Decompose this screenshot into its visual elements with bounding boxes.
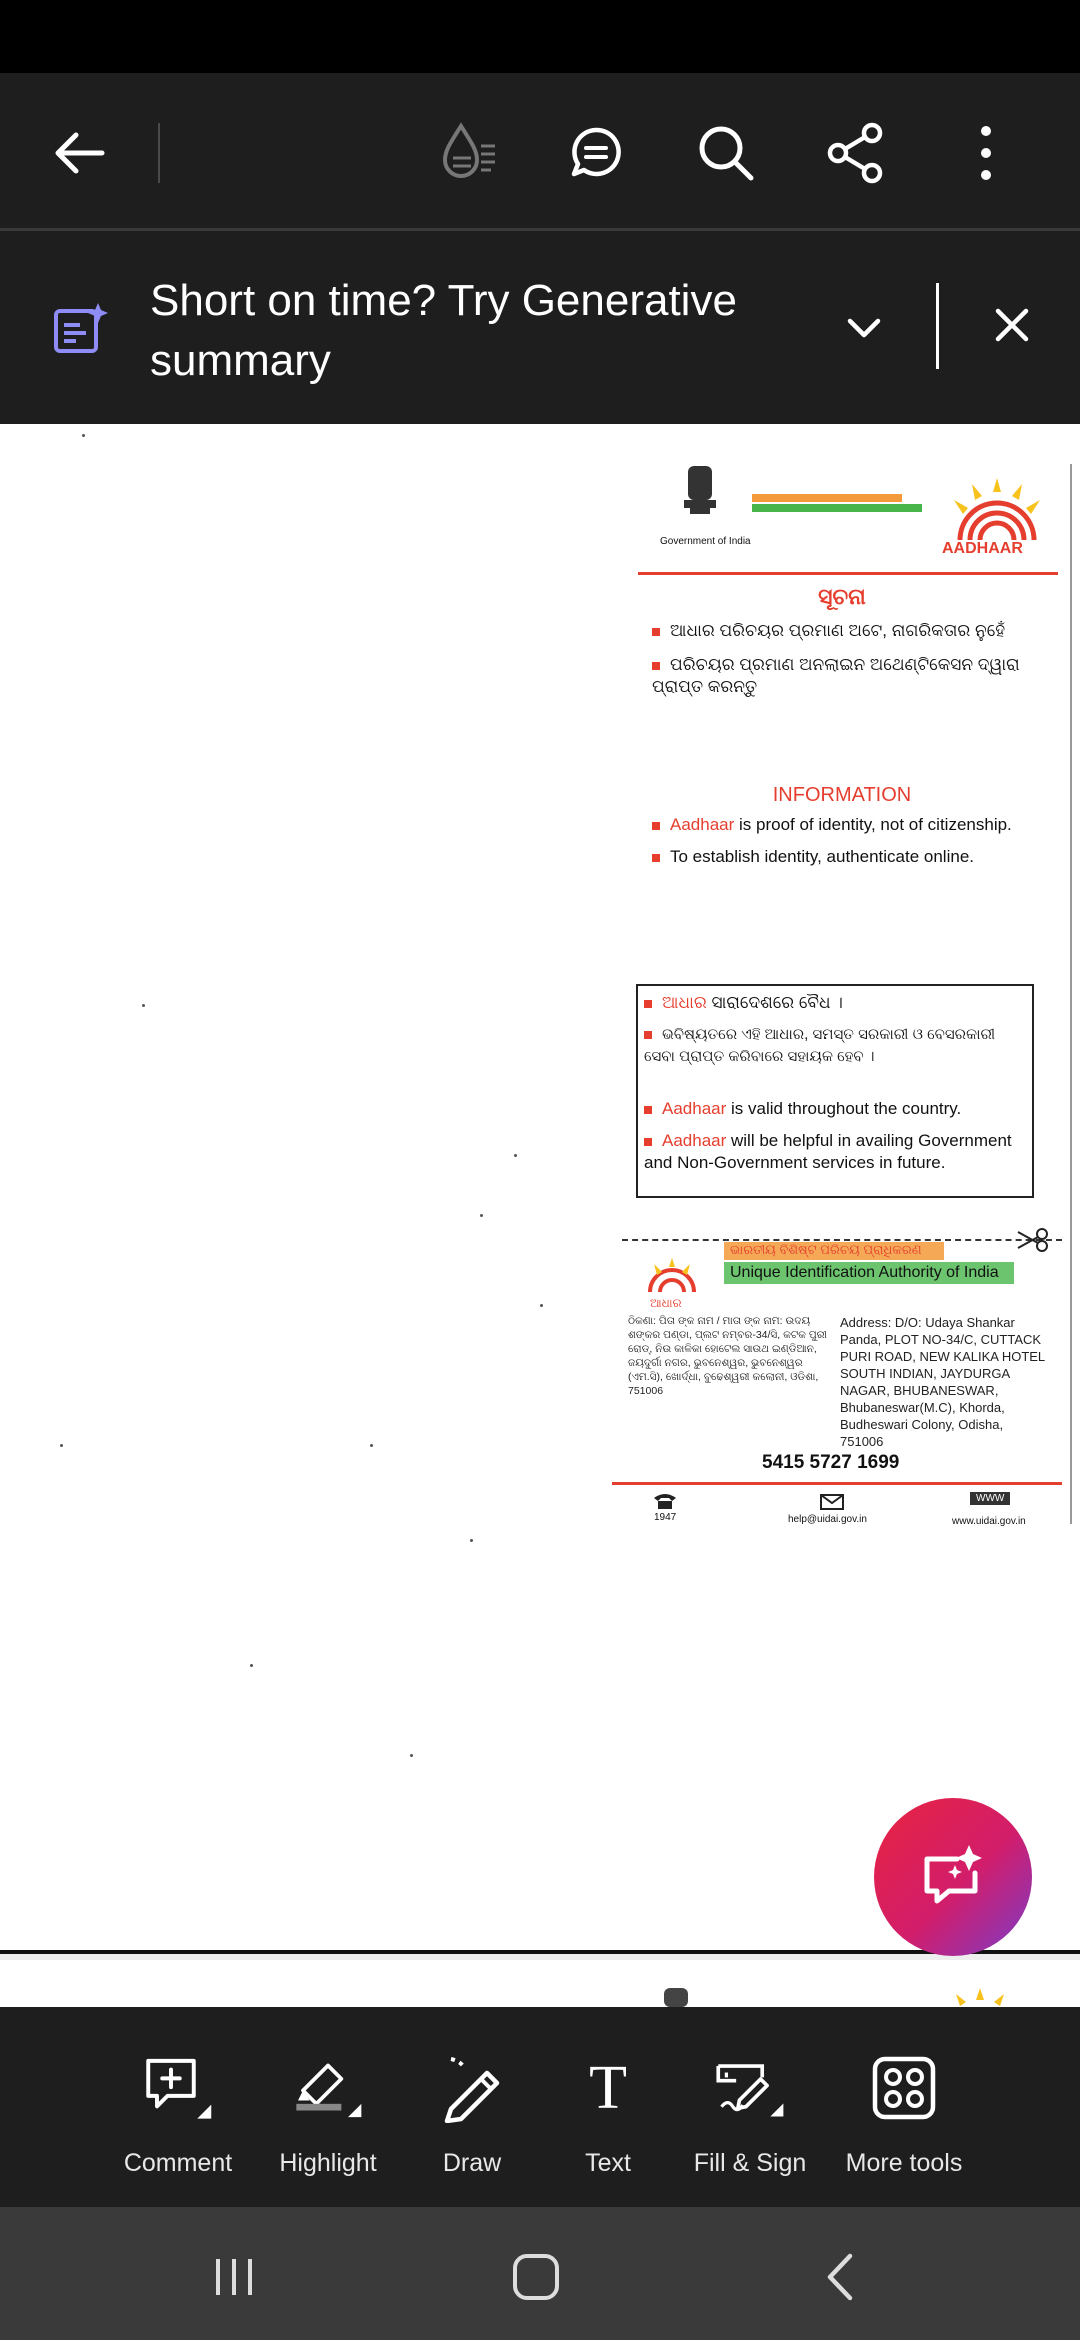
aadhaar-card: [612, 444, 1072, 1534]
scissors-icon: [1016, 1228, 1050, 1252]
home-icon: [511, 2252, 561, 2302]
validity-box: ଆଧାର ସାରାଦେଶରେ ବୈଧ । ଭବିଷ୍ୟତରେ ଏହି ଆଧାର, ସମସ୍ତ ସରକାରୀ ଓ ବେସରକାରୀ ସେବା ପ୍ରାପ୍ତ କରିବାରେ ସହାୟକ ହେବ । Aadhaar is valid throughout the country. Aadhaar will be helpful in availing Government and Non-Government services in future.: [636, 984, 1034, 1198]
comment-icon: [143, 2051, 213, 2125]
ai-summary-icon: [52, 301, 108, 357]
aadhaar-logo-text: AADHAAR: [942, 540, 1023, 557]
helpline-number: 1947: [654, 1512, 677, 1523]
small-logo-text: ଆଧାର: [650, 1296, 682, 1310]
uidai-odia-name: ଭାରତୀୟ ବିଶିଷ୍ଟ ପରିଚୟ ପ୍ରାଧିକରଣ: [730, 1242, 922, 1257]
odia-bullet: ଆଧାର ପରିଚୟର ପ୍ରମାଣ ଅଟେ, ନାଗରିକତାର ନୁହେଁ: [652, 620, 1005, 642]
help-email: help@uidai.gov.in: [788, 1514, 867, 1525]
more-tools[interactable]: More tools: [836, 2007, 972, 2207]
fill-sign-icon: [715, 2051, 785, 2125]
highlight-tool[interactable]: Highlight: [258, 2007, 398, 2207]
share-button[interactable]: [816, 113, 896, 193]
odia-bullet: ପରିଚୟର ପ୍ରମାଣ ଅନଲାଇନ ଅଥେଣ୍ଟିକେସନ ଦ୍ୱାରା ପ୍ରାପ୍ତ କରନ୍ତୁ: [652, 655, 1020, 696]
website: www.uidai.gov.in: [952, 1516, 1026, 1527]
expand-banner-button[interactable]: [836, 301, 892, 357]
bottom-tools-bar: [0, 2007, 1080, 2207]
close-banner-button[interactable]: [984, 297, 1040, 353]
info-bullet: To establish identity, authenticate online.: [652, 846, 974, 868]
odia-heading: ସୂଚନା: [818, 584, 866, 609]
national-emblem-icon: [680, 462, 720, 526]
liquid-mode-button[interactable]: [428, 113, 508, 193]
top-toolbar: [0, 73, 1080, 231]
banner-text: Short on time? Try Generative summary: [150, 276, 737, 385]
share-icon: [824, 121, 888, 185]
system-navigation-bar: [0, 2207, 1080, 2340]
cut-line: [622, 1239, 1062, 1241]
next-page-logo-icon: [940, 1984, 1020, 2007]
highlight-icon: [293, 2051, 363, 2125]
next-page-emblem-icon: [656, 1984, 696, 2007]
toolbar-divider: [158, 123, 160, 183]
more-vertical-icon: [976, 123, 996, 183]
draw-tool[interactable]: Draw: [412, 2007, 532, 2207]
search-icon: [695, 122, 757, 184]
www-badge: WWW: [970, 1492, 1010, 1505]
search-button[interactable]: [686, 113, 766, 193]
information-heading: INFORMATION: [772, 784, 912, 806]
text-icon: T: [589, 2053, 627, 2122]
recent-apps-button[interactable]: [194, 2237, 274, 2317]
emblem-label: Government of India: [660, 536, 751, 547]
info-bullet: Aadhaar is proof of identity, not of citizenship.: [652, 814, 1012, 836]
odia-address: ଠିକଣା: ପିତା ଙ୍କ ନାମ / ମାତା ଙ୍କ ନାମ: ଉଦୟ ଶଙ୍କର ପଣ୍ଡା, ପ୍ଲଟ ନମ୍ବର-34/ସି, କଟକ ପୁରୀ ରୋଡ୍, ନିଉ କାଳିକା ହୋଟେଲ ସାଉଥ ଇଣ୍ଡିଆନ, ଜୟଦୁର୍ଗା ନଗର, ଭୁବନେଶ୍ୱର, ଭୁବନେଶ୍ୱର (ଏମ.ସି), ଖୋର୍ଦ୍ଧା, ବୁଢେଶ୍ୱରୀ କଲୋନୀ, ଓଡିଶା, 751006: [628, 1315, 827, 1397]
small-aadhaar-logo-icon: [640, 1256, 704, 1296]
system-back-button[interactable]: [800, 2237, 880, 2317]
overflow-menu-button[interactable]: [946, 113, 1026, 193]
uidai-name: Unique Identification Authority of India: [730, 1264, 999, 1281]
home-button[interactable]: [496, 2237, 576, 2317]
banner-separator: [936, 283, 939, 369]
telephone-icon: [652, 1492, 678, 1510]
liquid-mode-icon: [433, 118, 503, 188]
ai-chat-sparkle-icon: [917, 1841, 989, 1913]
back-arrow-icon: [50, 123, 110, 183]
draw-icon: [437, 2053, 507, 2123]
comment-tool[interactable]: Comment: [108, 2007, 248, 2207]
fill-and-sign-tool[interactable]: Fill & Sign: [680, 2007, 820, 2207]
text-tool[interactable]: T Text: [585, 2053, 631, 2177]
close-icon: [992, 305, 1032, 345]
recent-apps-icon: [212, 2255, 256, 2299]
ai-assistant-button[interactable]: [874, 1798, 1032, 1956]
comments-icon: [563, 120, 629, 186]
back-button[interactable]: [40, 113, 120, 193]
chevron-down-icon: [846, 317, 882, 341]
generative-summary-banner[interactable]: [0, 231, 1080, 424]
aadhaar-number: 5415 5727 1699: [762, 1452, 900, 1473]
chevron-left-icon: [822, 2252, 858, 2302]
english-address: Address: D/O: Udaya Shankar Panda, PLOT NO-34/C, CUTTACK PURI ROAD, NEW KALIKA HOTEL SOUTH INDIAN, JAYDURGA NAGAR, BHUBANESWAR, Bhubaneswar(M.C), Khorda, Budheswari Colony, Odisha, 751006: [840, 1315, 1045, 1449]
more-tools-icon: [872, 2056, 936, 2120]
comments-button[interactable]: [556, 113, 636, 193]
document-viewport[interactable]: [0, 424, 1080, 2007]
status-bar: [0, 0, 1080, 73]
mail-icon: [820, 1494, 844, 1510]
